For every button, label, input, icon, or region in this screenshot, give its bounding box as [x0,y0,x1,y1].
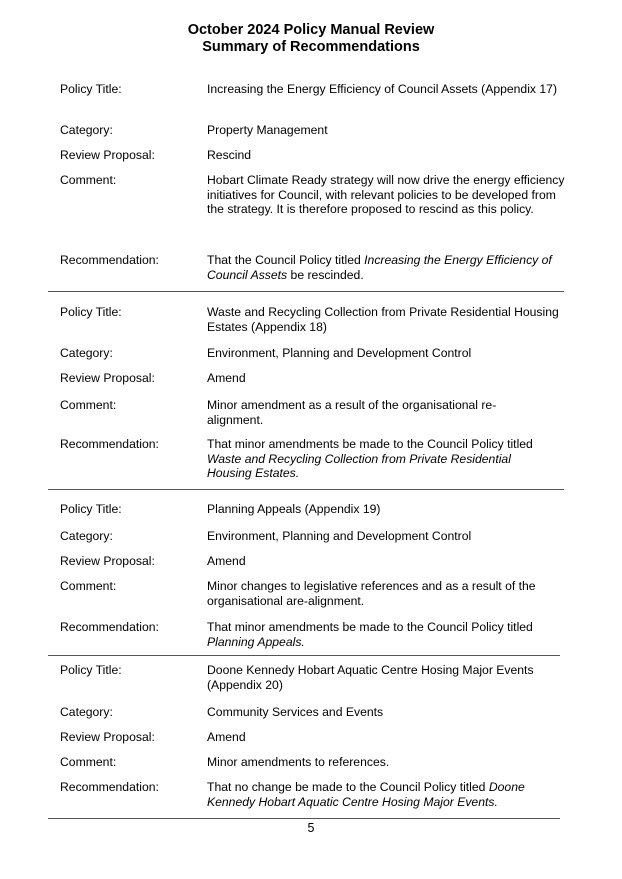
policy-title-value: Planning Appeals (Appendix 19) [207,502,381,516]
comment-label: Comment: [60,755,117,769]
category-label: Category: [60,529,113,543]
section-divider [48,655,560,656]
comment-label: Comment: [60,173,117,187]
section-divider [48,291,564,292]
review-proposal-label: Review Proposal: [60,371,155,385]
recommendation-label: Recommendation: [60,780,159,794]
recommendation-label: Recommendation: [60,437,159,451]
section-divider [48,489,564,490]
comment-label: Comment: [60,579,117,593]
category-label: Category: [60,123,113,137]
review-proposal-value: Amend [207,730,246,744]
policy-title-label: Policy Title: [60,502,122,516]
page-title: October 2024 Policy Manual Review [187,22,435,38]
review-proposal-value: Amend [207,554,246,568]
recommendation-label: Recommendation: [60,620,159,634]
policy-title-label: Policy Title: [60,82,122,96]
page-number: 5 [307,821,315,835]
policy-title-value: Waste and Recycling Collection from Private Residential Housing Estates (Appendix 18) [207,305,559,334]
category-value: Environment, Planning and Development Control [207,346,472,360]
recommendation-policy-name: Increasing the Energy Efficiency of Council Assets [207,253,552,282]
policy-title-value: Doone Kennedy Hobart Aquatic Centre Hosing Major Events (Appendix 20) [207,663,534,692]
footer-divider [48,818,560,819]
recommendation-policy-name: Planning Appeals. [207,634,305,649]
category-value: Environment, Planning and Development Control [207,529,472,543]
recommendation-value [207,620,552,649]
category-value: Community Services and Events [207,705,384,719]
review-proposal-value: Amend [207,371,246,385]
policy-title-value: Increasing the Energy Efficiency of Council Assets (Appendix 17) [207,82,558,96]
comment-value: Minor amendments to references. [207,755,390,769]
review-proposal-label: Review Proposal: [60,554,155,568]
review-proposal-label: Review Proposal: [60,730,155,744]
policy-title-label: Policy Title: [60,305,122,319]
review-proposal-label: Review Proposal: [60,148,155,162]
recommendation-value [207,253,569,282]
recommendation-prefix: That the Council Policy titled [207,253,365,267]
recommendation-policy-name: Waste and Recycling Collection from Private Residential Housing Estates. [207,451,511,480]
recommendation-policy-name: Doone Kennedy Hobart Aquatic Centre Hosing Major Events. [207,780,525,809]
category-label: Category: [60,705,113,719]
policy-title-label: Policy Title: [60,663,122,677]
comment-value: Minor amendment as a result of the organisational re-alignment. [207,398,497,427]
recommendation-label: Recommendation: [60,253,159,267]
page-subtitle: Summary of Recommendations [202,39,420,55]
recommendation-value [207,780,569,809]
recommendation-prefix: That no change be made to the Council Policy titled [207,780,489,794]
comment-value: Hobart Climate Ready strategy will now drive the energy efficiency initiatives for Council, with relevant policies to be developed from the strategy. It is therefore proposed to rescind as this policy. [207,173,565,216]
recommendation-value [207,437,547,481]
category-value: Property Management [207,123,328,137]
review-proposal-value: Rescind [207,148,252,162]
recommendation-prefix: That minor amendments be made to the Council Policy titled [207,437,533,451]
comment-label: Comment: [60,398,117,412]
category-label: Category: [60,346,113,360]
recommendation-suffix: be rescinded. [287,267,364,282]
comment-value: Minor changes to legislative references and as a result of the organisational are-alignment. [207,579,536,608]
recommendation-prefix: That minor amendments be made to the Council Policy titled [207,620,533,634]
